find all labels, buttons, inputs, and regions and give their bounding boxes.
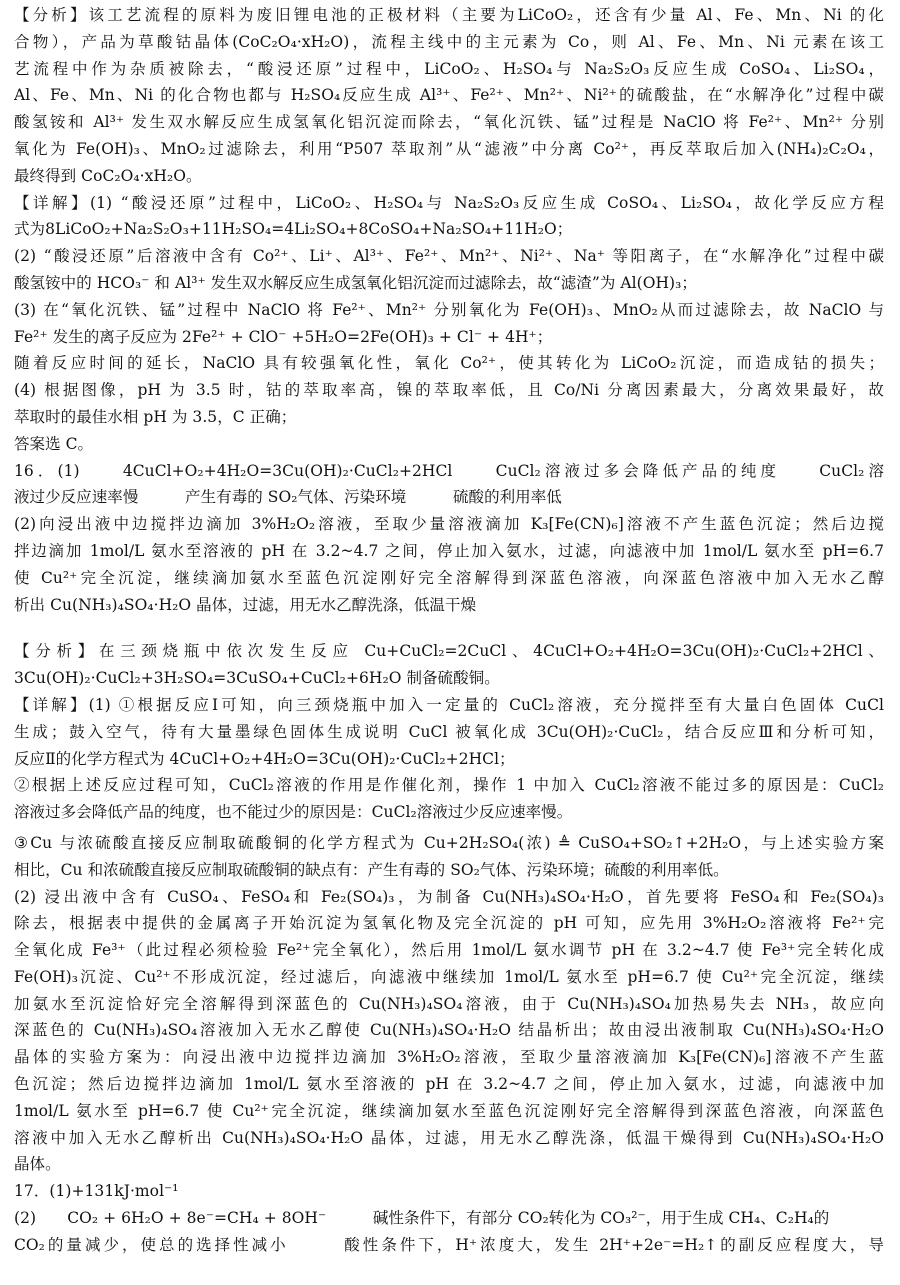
text-line: (2) CO₂ + 6H₂O + 8e⁻=CH₄ + 8OH⁻ 碱性条件下，有部分 CO₂转化为 CO₃²⁻，用于生成 CH₄、C₂H₄的: [14, 1209, 830, 1228]
text-line: 【详解】(1) ①根据反应Ⅰ可知，向三颈烧瓶中加入一定量的 CuCl₂溶液，充分搅拌至有大量白色固体 CuCl: [14, 695, 884, 714]
text-line: 萃取时的最佳水相 pH 为 3.5，C 正确；: [14, 407, 297, 426]
text-line: 拌边滴加 1mol/L 氨水至溶液的 pH 在 3.2~4.7 之间，停止加入氨水，过滤，向滤液中加 1mol/L 氨水至 pH=6.7: [14, 541, 884, 560]
text-line: 氧化为 Fe(OH)₃、MnO₂过滤除去，利用“P507 萃取剂”从“滤液”中分离 Co²⁺，再反萃取后加入(NH₄)₂C₂O₄，: [14, 139, 884, 158]
text-line: 16．(1) 4CuCl+O₂+4H₂O=3Cu(OH)₂·CuCl₂+2HCl CuCl₂溶液过多会降低产品的纯度 CuCl₂溶: [14, 461, 884, 480]
text-line: (4) 根据图像，pH 为 3.5 时，钴的萃取率高，镍的萃取率低，且 Co/Ni 分离因素最大，分离效果最好，故: [14, 381, 884, 400]
text-line: 答案选 C。: [14, 434, 94, 453]
text-line: 1mol/L 氨水至 pH=6.7 使 Cu²⁺完全沉淀，继续滴加氨水至蓝色沉淀刚好完全溶解得到深蓝色溶液，向深蓝色: [14, 1101, 884, 1120]
text-line: ③Cu 与浓硫酸直接反应制取硫酸铜的化学方程式为 Cu+2H₂SO₄(浓) ≜ CuSO₄+SO₂↑+2H₂O，与上述实验方案: [14, 833, 884, 852]
text-line: 生成；鼓入空气，待有大量墨绿色固体生成说明 CuCl 被氧化成 3Cu(OH)₂·CuCl₂，结合反应Ⅲ和分析可知，: [14, 722, 884, 741]
text-line: CO₂的量减少，使总的选择性减小 酸性条件下，H⁺浓度大，发生 2H⁺+2e⁻=H₂↑的副反应程度大，导: [14, 1235, 884, 1254]
text-line: 色沉淀；然后边搅拌边滴加 1mol/L 氨水至溶液的 pH 在 3.2~4.7 之间，停止加入氨水，过滤，向滤液中加: [14, 1075, 884, 1094]
text-line: Al、Fe、Mn、Ni 的化合物也都与 H₂SO₄反应生成 Al³⁺、Fe²⁺、Mn²⁺、Ni²⁺的硫酸盐，在“水解净化”过程中碳: [14, 86, 884, 105]
text-line: 使 Cu²⁺完全沉淀，继续滴加氨水至蓝色沉淀刚好完全溶解得到深蓝色溶液，向深蓝色溶液中加入无水乙醇: [14, 568, 884, 587]
text-line: 晶体的实验方案为：向浸出液中边搅拌边滴加 3%H₂O₂溶液，至取少量溶液滴加 K₃[Fe(CN)₆]溶液不产生蓝: [14, 1048, 884, 1067]
text-line: 艺流程中作为杂质被除去，“酸浸还原”过程中，LiCoO₂、H₂SO₄与 Na₂S₂O₃反应生成 CoSO₄、Li₂SO₄，: [14, 59, 884, 78]
text-line: 17．(1)+131kJ·mol⁻¹: [14, 1182, 179, 1201]
text-line: 全氧化成 Fe³⁺（此过程必须检验 Fe²⁺完全氧化），然后用 1mol/L 氨水调节 pH 在 3.2~4.7 使 Fe³⁺完全转化成: [14, 941, 884, 960]
text-line: 相比，Cu 和浓硫酸直接反应制取硫酸铜的缺点有：产生有毒的 SO₂气体、污染环境；硫酸的利用率低。: [14, 860, 729, 879]
text-line: 液过少反应速率慢 产生有毒的 SO₂气体、污染环境 硫酸的利用率低: [14, 488, 562, 507]
text-line: 3Cu(OH)₂·CuCl₂+3H₂SO₄=3CuSO₄+CuCl₂+6H₂O 制备硫酸铜。: [14, 669, 500, 688]
text-line: ②根据上述反应过程可知，CuCl₂溶液的作用是作催化剂，操作 1 中加入 CuCl₂溶液不能过多的原因是：CuCl₂: [14, 776, 884, 795]
text-line: Fe²⁺ 发生的离子反应为 2Fe²⁺ + ClO⁻ +5H₂O=2Fe(OH)₃ + Cl⁻ + 4H⁺；: [14, 327, 553, 346]
text-line: 最终得到 CoC₂O₄·xH₂O。: [14, 166, 202, 185]
text-line: (2) “酸浸还原”后溶液中含有 Co²⁺、Li⁺、Al³⁺、Fe²⁺、Mn²⁺、Ni²⁺、Na⁺ 等阳离子，在“水解净化”过程中碳: [14, 247, 884, 266]
text-line: 【分析】在三颈烧瓶中依次发生反应 Cu+CuCl₂=2CuCl、4CuCl+O₂+4H₂O=3Cu(OH)₂·CuCl₂+2HCl、: [14, 642, 884, 661]
text-line: 反应Ⅱ的化学方程式为 4CuCl+O₂+4H₂O=3Cu(OH)₂·CuCl₂+2HCl；: [14, 749, 515, 768]
text-line: (3) 在“氧化沉铁、锰”过程中 NaClO 将 Fe²⁺、Mn²⁺ 分别氧化为 Fe(OH)₃、MnO₂从而过滤除去，故 NaClO 与: [14, 300, 884, 319]
text-line: 深蓝色的 Cu(NH₃)₄SO₄溶液加入无水乙醇使 Cu(NH₃)₄SO₄·H₂O 结晶析出；故由浸出液制取 Cu(NH₃)₄SO₄·H₂O: [14, 1021, 884, 1040]
text-line: 析出 Cu(NH₃)₄SO₄·H₂O 晶体，过滤，用无水乙醇洗涤，低温干燥: [14, 595, 477, 614]
text-line: 加氨水至沉淀恰好完全溶解得到深蓝色的 Cu(NH₃)₄SO₄溶液，由于 Cu(NH₃)₄SO₄加热易失去 NH₃，故应向: [14, 994, 884, 1013]
text-line: 溶液过多会降低产品的纯度，也不能过少的原因是：CuCl₂溶液过少反应速率慢。: [14, 803, 573, 822]
text-line: 除去，根据表中提供的金属离子开始沉淀为氢氧化物及完全沉淀的 pH 可知，应先用 3%H₂O₂溶液将 Fe²⁺完: [14, 914, 884, 933]
blank-line: [14, 618, 884, 638]
text-line: 式为8LiCoO₂+Na₂S₂O₃+11H₂SO₄=4Li₂SO₄+8CoSO₄+Na₂SO₄+11H₂O；: [14, 220, 573, 239]
text-line: 【分析】该工艺流程的原料为废旧锂电池的正极材料（主要为LiCoO₂，还含有少量 Al、Fe、Mn、Ni 的化: [14, 6, 884, 24]
text-line: (2)向浸出液中边搅拌边滴加 3%H₂O₂溶液，至取少量溶液滴加 K₃[Fe(CN)₆]溶液不产生蓝色沉淀；然后边搅: [14, 515, 884, 534]
text-line: 【详解】(1) “酸浸还原”过程中，LiCoO₂、H₂SO₄与 Na₂S₂O₃反应生成 CoSO₄、Li₂SO₄，故化学反应方程: [14, 193, 884, 212]
text-line: 合物），产品为草酸钴晶体(CoC₂O₄·xH₂O)，流程主线中的主元素为 Co，则 Al、Fe、Mn、Ni 元素在该工: [14, 32, 884, 51]
text-line: 酸氢铵和 Al³⁺ 发生双水解反应生成氢氧化铝沉淀而除去，“氧化沉铁、锰”过程是 NaClO 将 Fe²⁺、Mn²⁺ 分别: [14, 113, 884, 132]
text-line: 随着反应时间的延长，NaClO 具有较强氧化性，氧化 Co²⁺，使其转化为 LiCoO₂沉淀，而造成钴的损失；: [14, 354, 884, 373]
text-line: 溶液中加入无水乙醇析出 Cu(NH₃)₄SO₄·H₂O 晶体，过滤，用无水乙醇洗涤，低温干燥得到 Cu(NH₃)₄SO₄·H₂O: [14, 1128, 884, 1147]
text-line: Fe(OH)₃沉淀、Cu²⁺不形成沉淀，经过滤后，向滤液中继续加 1mol/L 氨水至 pH=6.7 使 Cu²⁺完全沉淀，继续: [14, 967, 884, 986]
text-line: (2) 浸出液中含有 CuSO₄、FeSO₄和 Fe₂(SO₄)₃，为制备 Cu(NH₃)₄SO₄·H₂O，首先要将 FeSO₄和 Fe₂(SO₄)₃: [14, 887, 884, 906]
text-line: 晶体。: [14, 1155, 61, 1174]
text-line: 酸氢铵中的 HCO₃⁻ 和 Al³⁺ 发生双水解反应生成氢氧化铝沉淀而过滤除去，故“滤渣”为 Al(OH)₃；: [14, 273, 697, 292]
